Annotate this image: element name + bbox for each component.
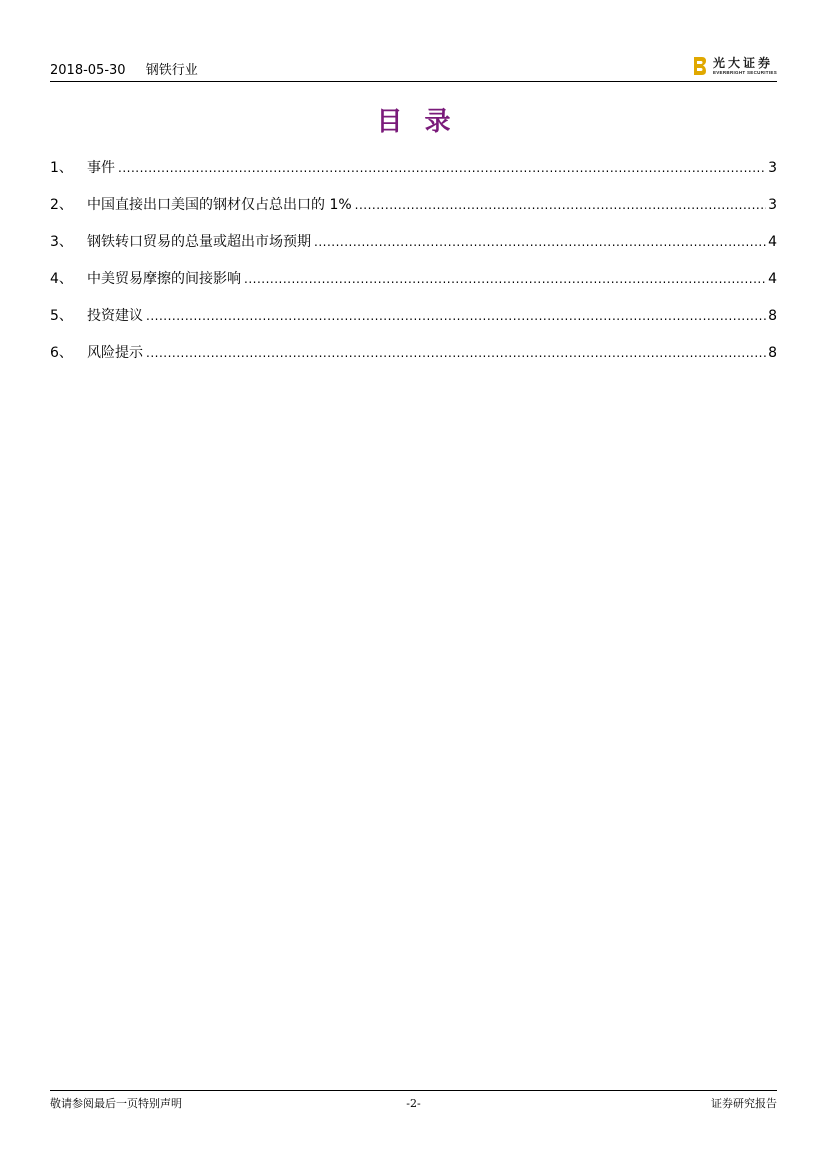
toc-entry-label: 投资建议 <box>87 308 143 324</box>
toc-title: 目录 <box>376 107 473 137</box>
toc-entry-label: 钢铁转口贸易的总量或超出市场预期 <box>87 234 311 250</box>
page-number: -2- <box>406 1097 421 1110</box>
toc-entry-number: 4、 <box>50 271 73 287</box>
toc-leader-dots <box>355 195 766 215</box>
toc-entry-number: 2、 <box>50 197 73 213</box>
toc-entry-page: 3 <box>768 197 777 213</box>
toc-leader-dots <box>244 269 766 289</box>
toc-entry[interactable] <box>50 343 777 380</box>
footer-divider <box>50 1090 777 1091</box>
everbright-logo-icon <box>693 56 707 76</box>
toc-entry-number: 5、 <box>50 308 73 324</box>
toc-entry-number: 6、 <box>50 345 73 361</box>
header-divider <box>50 81 777 82</box>
company-logo <box>693 54 777 78</box>
toc-entry[interactable] <box>50 269 777 306</box>
logo-name-cn: 光大证券 <box>712 55 773 70</box>
toc-leader-dots <box>146 306 766 326</box>
toc-entry-page: 8 <box>768 345 777 361</box>
toc-entry-page: 3 <box>768 160 777 176</box>
toc-entry-label: 中美贸易摩擦的间接影响 <box>87 271 241 287</box>
toc-leader-dots <box>314 232 766 252</box>
report-date: 2018-05-30 <box>50 63 126 78</box>
toc-entry-number: 1、 <box>50 160 73 176</box>
toc-entry[interactable] <box>50 195 777 232</box>
toc-entry[interactable] <box>50 158 777 195</box>
disclaimer-notice: 敬请参阅最后一页特别声明 <box>50 1097 182 1110</box>
table-of-contents <box>50 158 777 380</box>
report-type: 证券研究报告 <box>711 1097 777 1110</box>
logo-name-en: EVERBRIGHT SECURITIES <box>712 69 777 75</box>
toc-entry[interactable] <box>50 232 777 269</box>
toc-entry-page: 4 <box>768 271 777 287</box>
industry-label: 钢铁行业 <box>145 63 198 78</box>
toc-entry-label: 风险提示 <box>87 345 143 361</box>
toc-entry-label: 中国直接出口美国的钢材仅占总出口的 1% <box>87 197 352 213</box>
toc-entry-label: 事件 <box>87 160 115 176</box>
page-header <box>50 52 777 82</box>
toc-leader-dots <box>146 343 766 363</box>
toc-entry-page: 8 <box>768 308 777 324</box>
header-info <box>50 63 198 79</box>
toc-entry[interactable] <box>50 306 777 343</box>
toc-leader-dots <box>118 158 766 178</box>
toc-entry-page: 4 <box>768 234 777 250</box>
toc-entry-number: 3、 <box>50 234 73 250</box>
page-footer <box>50 1096 777 1114</box>
